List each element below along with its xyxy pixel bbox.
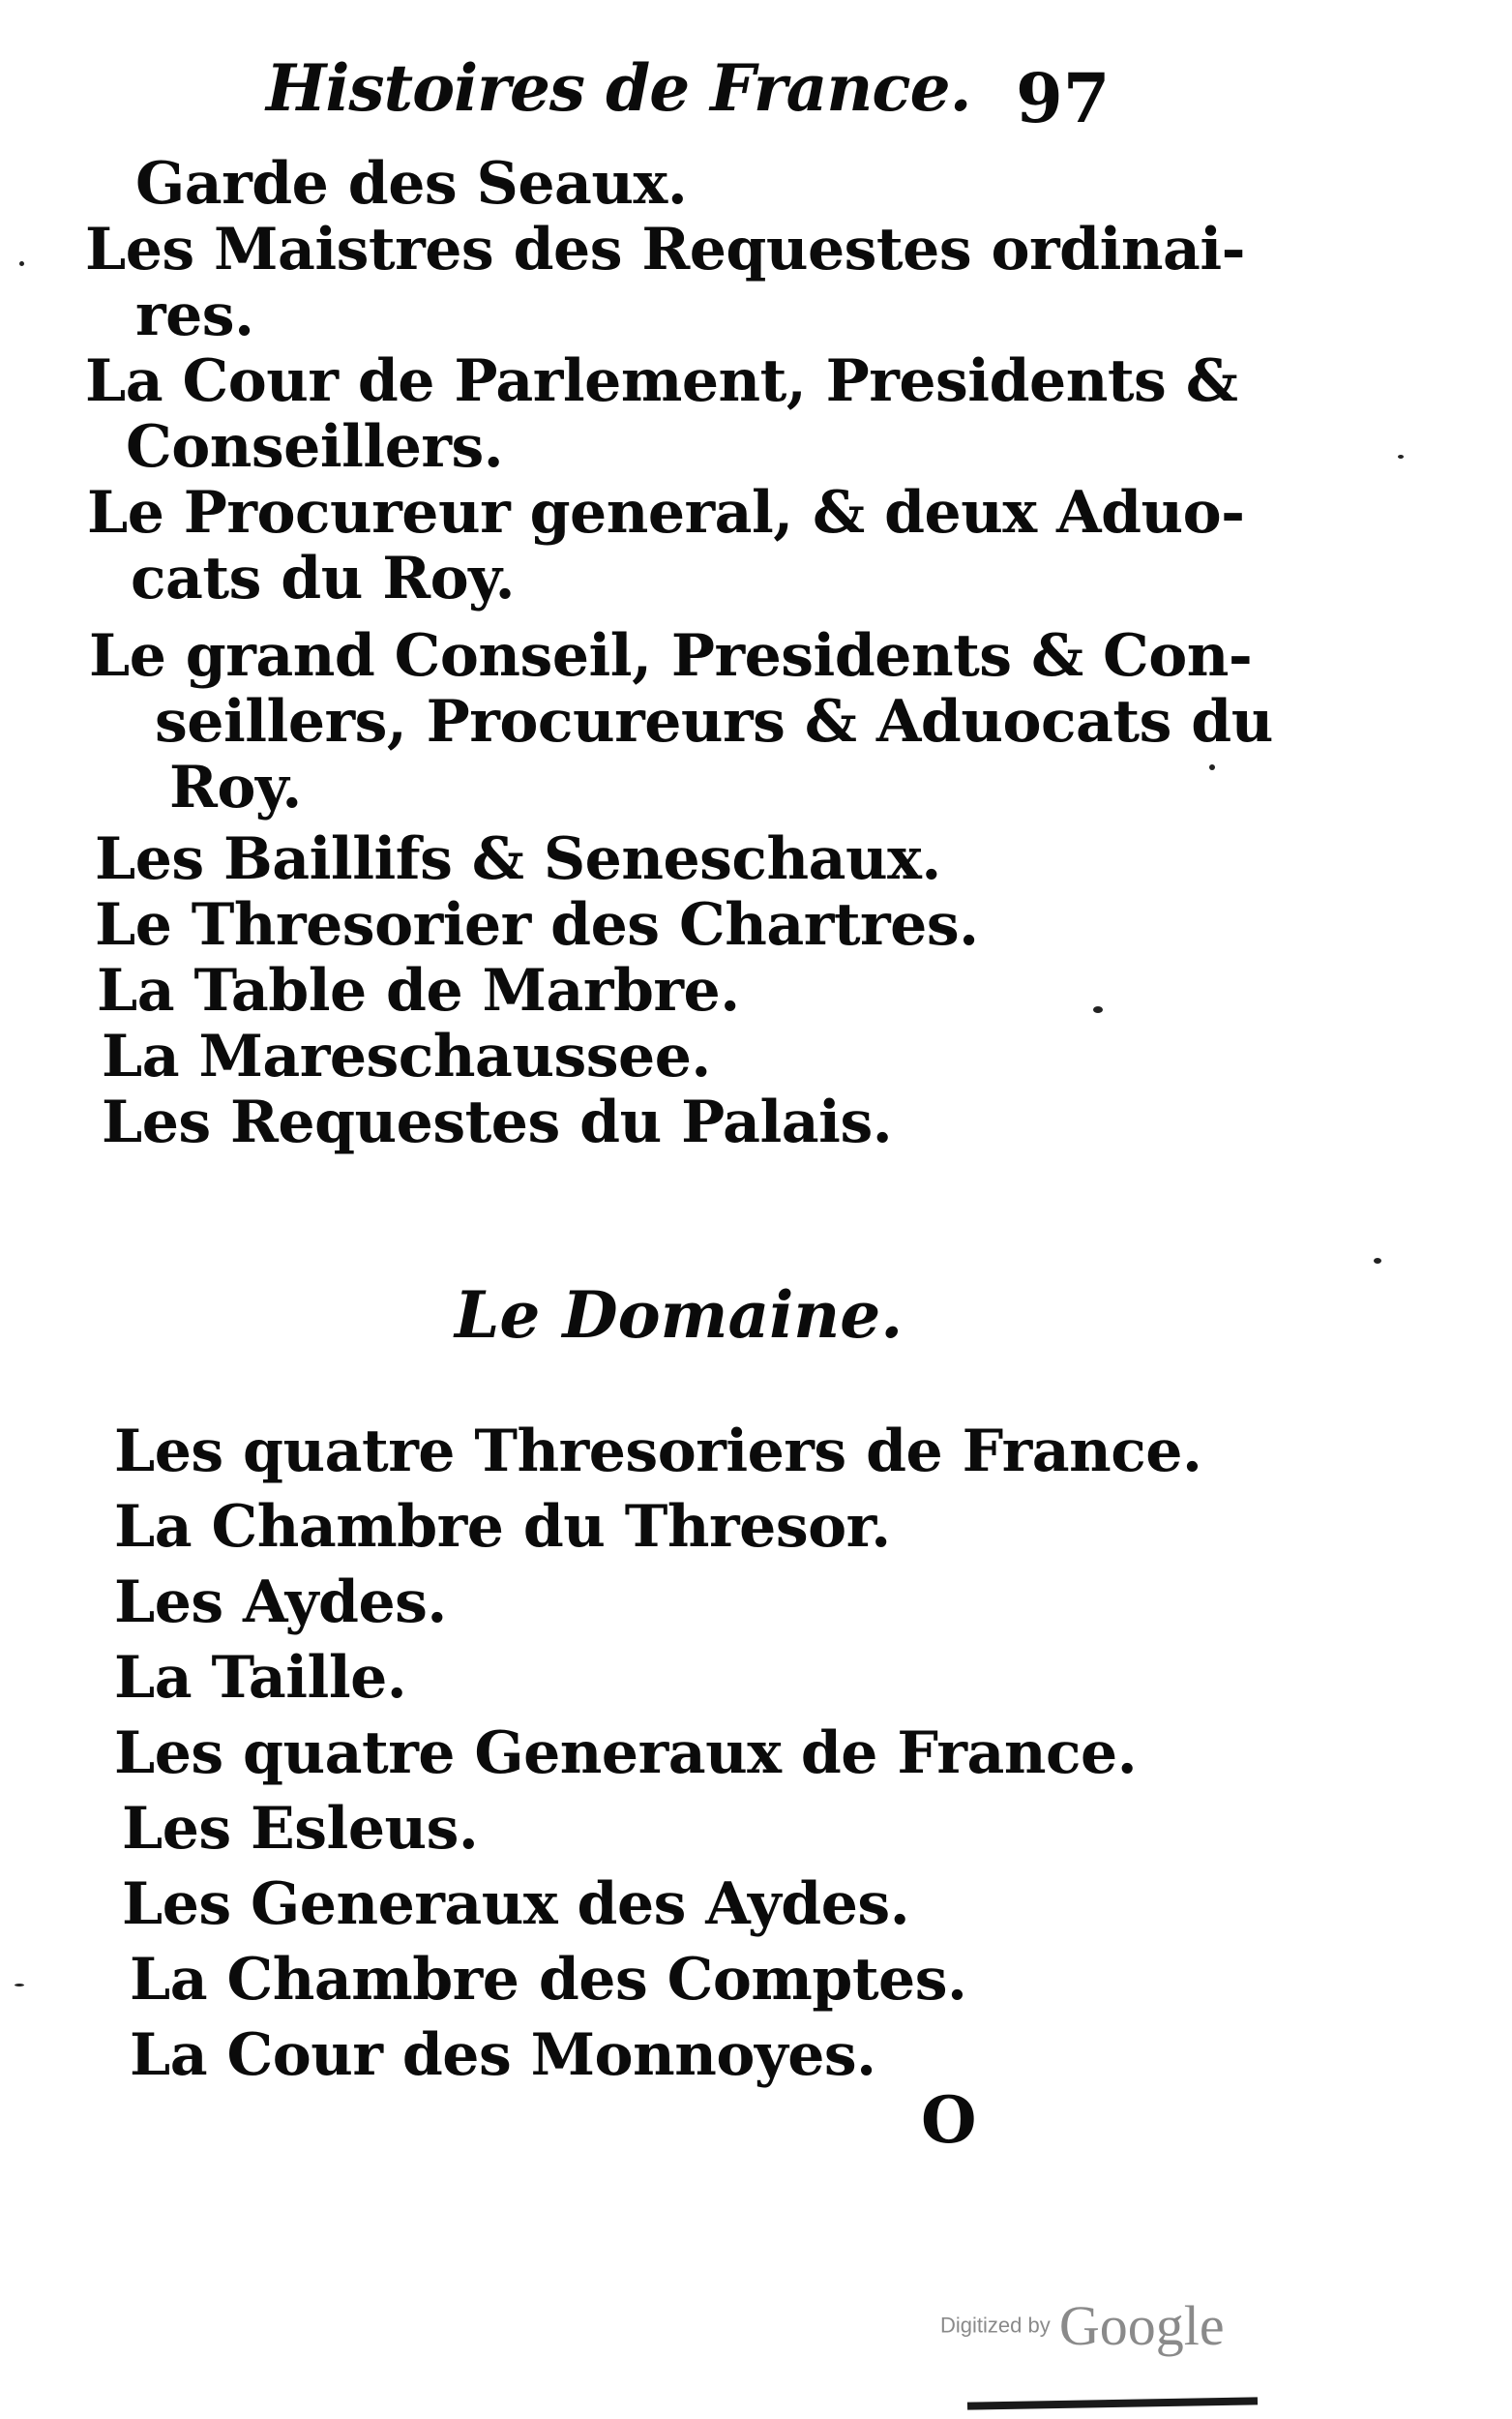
text-line: Le grand Conseil, Presidents & Con-: [89, 622, 1253, 690]
digitized-watermark: [940, 2293, 1225, 2358]
text-line: Le Procureur general, & deux Aduo-: [87, 479, 1245, 547]
text-line: cats du Roy.: [131, 545, 516, 612]
text-line: res.: [135, 282, 254, 349]
page-edge-shadow: [967, 2397, 1258, 2409]
text-line: Conseillers.: [126, 413, 504, 481]
text-line: Le Thresorier des Chartres.: [95, 891, 979, 959]
text-line: Les quatre Generaux de France.: [114, 1719, 1138, 1787]
text-line: Les Aydes.: [114, 1568, 447, 1636]
text-line: La Mareschaussee.: [102, 1023, 711, 1090]
page-number: 97: [1016, 58, 1111, 138]
ink-speck: [1374, 1258, 1381, 1264]
text-line: seillers, Procureurs & Aduocats du: [155, 688, 1273, 756]
ink-speck: [1398, 455, 1404, 459]
text-line: Les Maistres des Requestes ordinai-: [85, 216, 1246, 284]
running-title: Histoires de France.: [266, 50, 971, 126]
ink-speck: [1093, 1006, 1103, 1013]
text-line: La Chambre du Thresor.: [114, 1493, 891, 1561]
ink-speck: [1209, 764, 1215, 770]
text-line: La Chambre des Comptes.: [130, 1946, 967, 2014]
text-line: La Taille.: [114, 1644, 407, 1712]
text-line: La Table de Marbre.: [97, 957, 740, 1025]
catchword: O: [921, 2082, 977, 2158]
section-heading: Le Domaine.: [455, 1277, 904, 1353]
watermark-prefix: Digitized by: [940, 2313, 1051, 2338]
text-line: La Cour de Parlement, Presidents &: [85, 347, 1238, 415]
text-line: Les Baillifs & Seneschaux.: [95, 825, 941, 893]
text-line: La Cour des Monnoyes.: [130, 2021, 876, 2089]
text-line: Garde des Seaux.: [135, 150, 688, 218]
text-line: Roy.: [169, 754, 302, 821]
ink-speck: [15, 1984, 24, 1986]
text-line: Les Generaux des Aydes.: [122, 1870, 910, 1938]
ink-speck: [19, 261, 24, 266]
text-line: Les quatre Thresoriers de France.: [114, 1418, 1202, 1485]
watermark-brand-logo: Google: [1058, 2294, 1225, 2357]
text-line: Les Requestes du Palais.: [102, 1089, 893, 1156]
text-line: Les Esleus.: [122, 1795, 479, 1863]
